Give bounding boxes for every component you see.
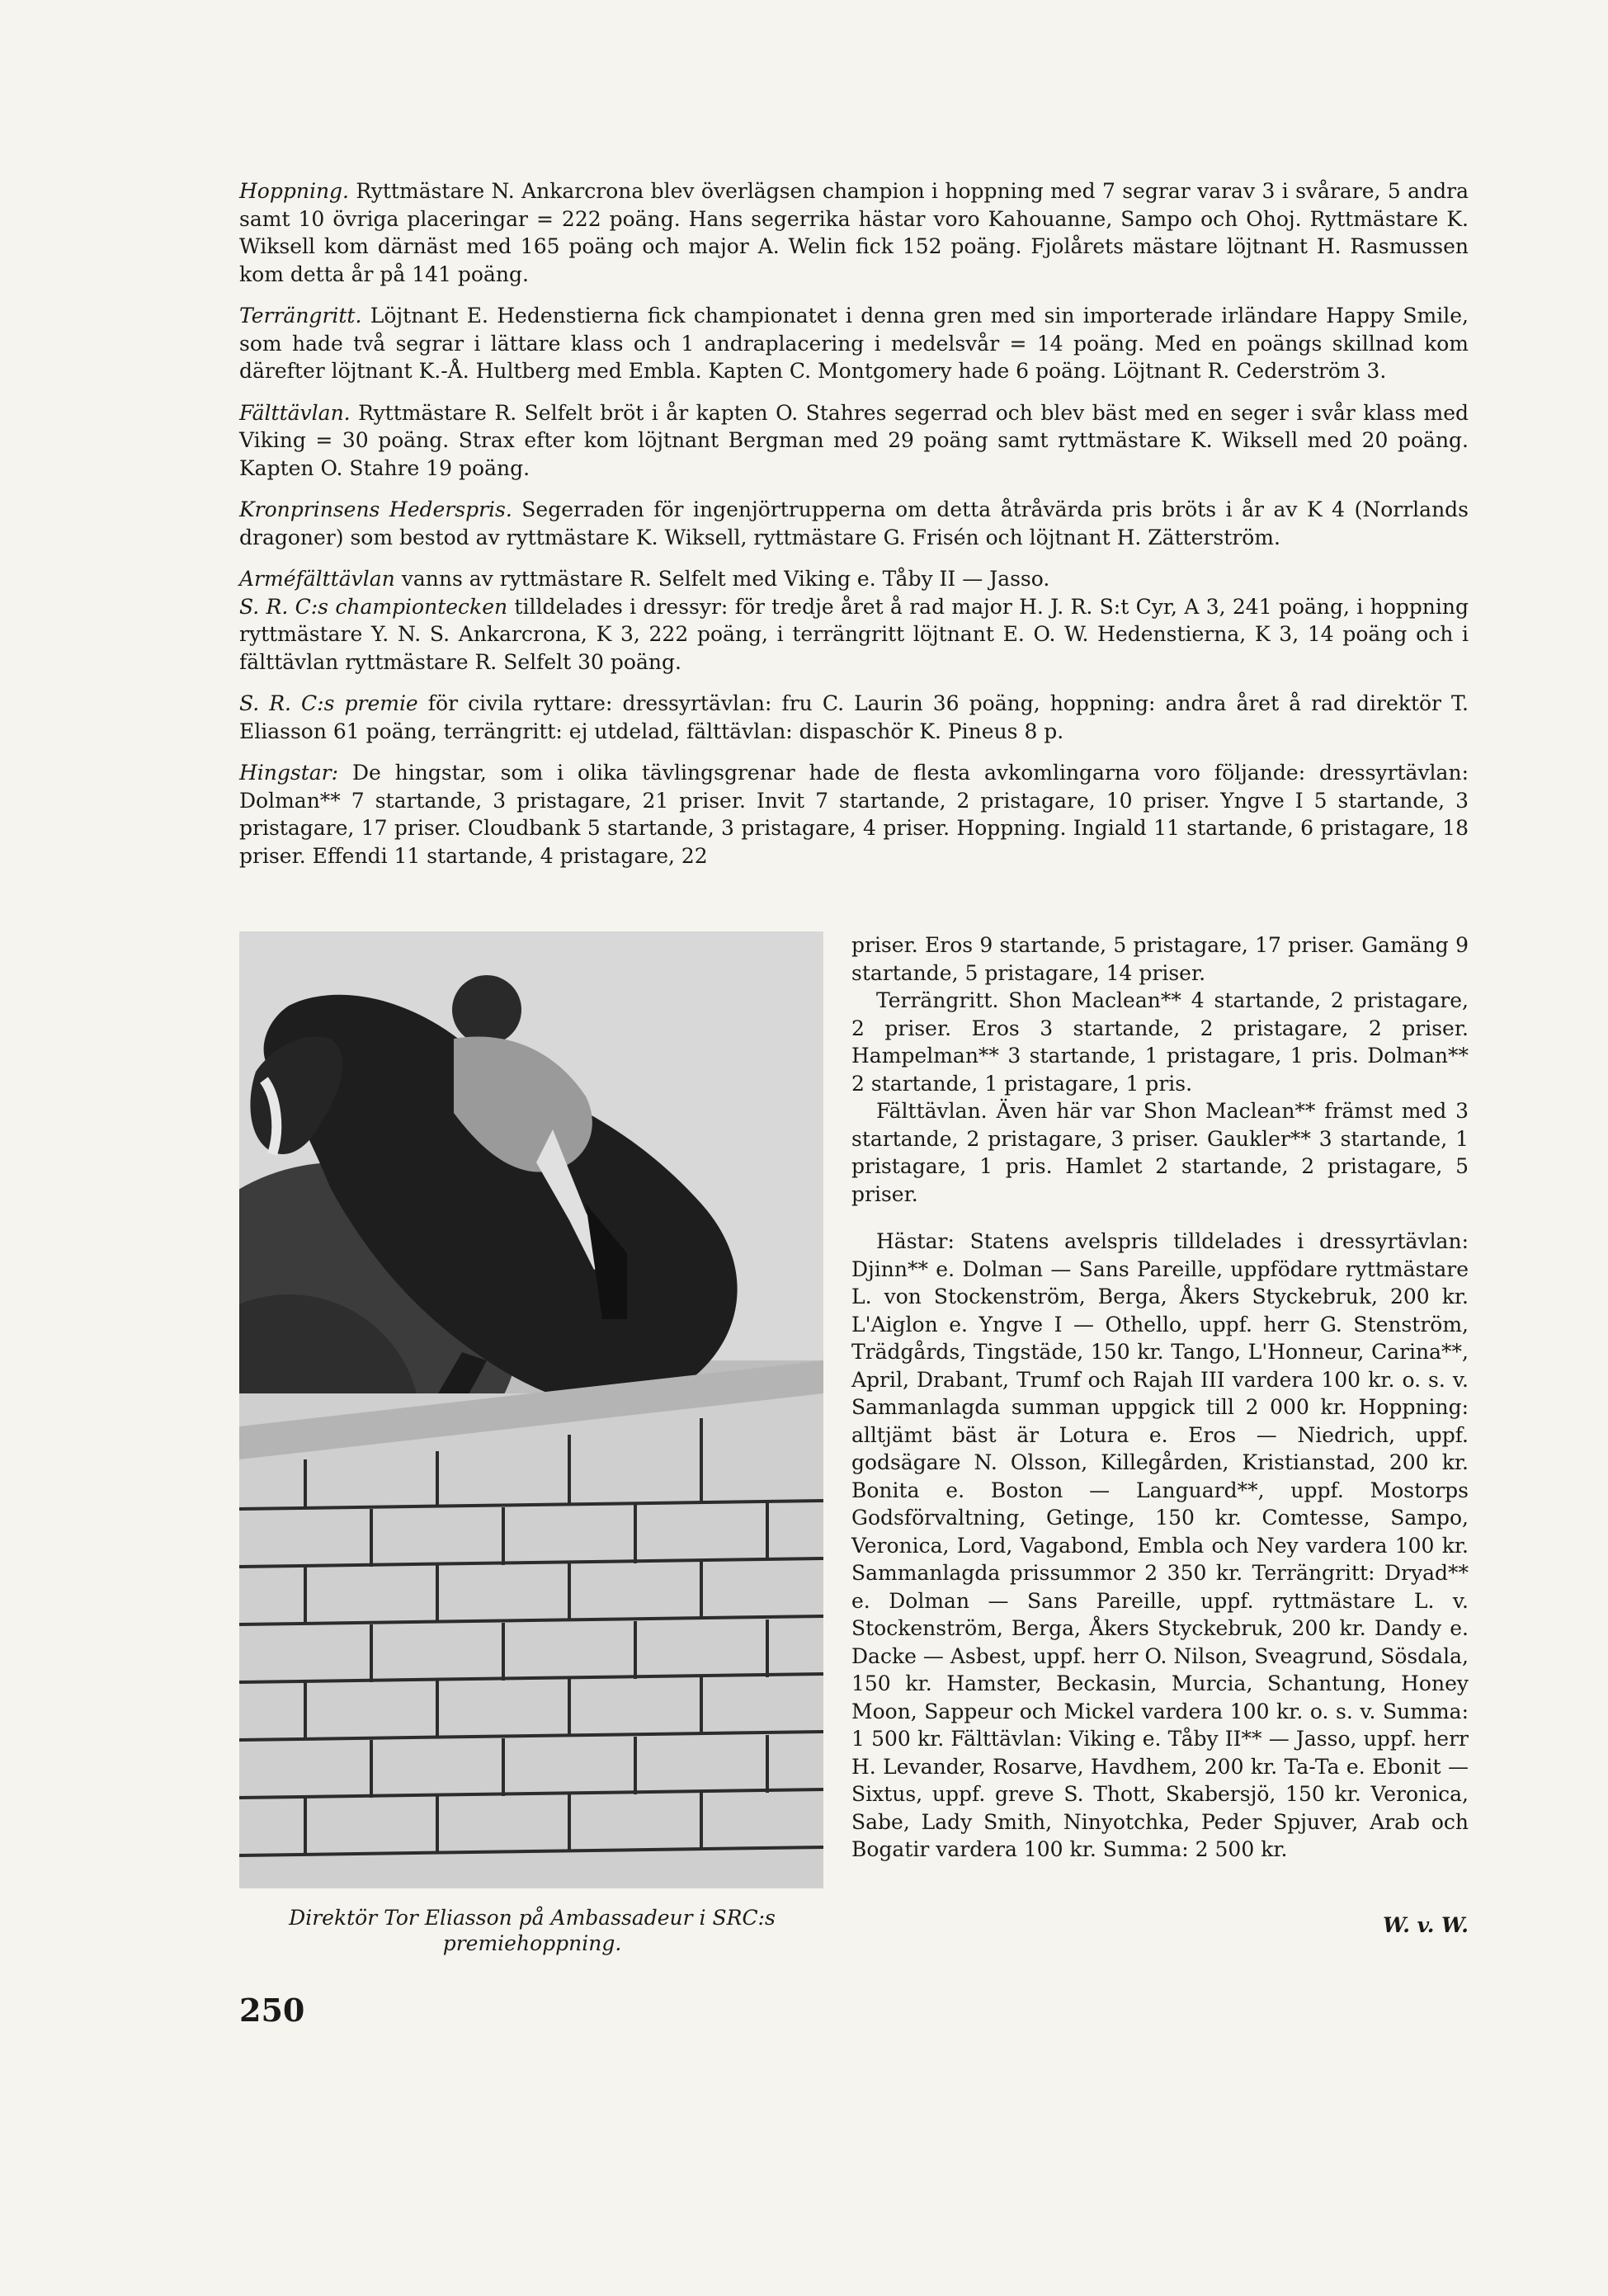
photo-image <box>239 931 823 1888</box>
paragraph-text: vanns av ryttmästare R. Selfelt med Viking e. Tåby II — Jasso. <box>394 567 1050 591</box>
author-signature: W. v. W. <box>1383 1913 1469 1937</box>
main-text <box>239 177 1469 870</box>
paragraph-text: Segerraden för ingenjörtrupperna om detta åtråvärda pris bröts i år av K 4 (Norrlands dragoner) som bestod av ryttmästare K. Wiksell, ryttmästare G. Frisén och löjtnant H. Zätterström. <box>239 497 1469 549</box>
right-paragraph: Fälttävlan. Även här var Shon Maclean** främst med 3 startande, 2 pristagare, 3 priser. Gaukler** 3 startande, 1 pristagare, 1 pris. Hamlet 2 startande, 2 pristagare, 5 priser. <box>851 1099 1469 1206</box>
photo-horse-jumping <box>239 931 823 1888</box>
two-column-section <box>239 931 1469 1971</box>
right-column <box>851 931 1469 1864</box>
paragraph-text: Ryttmästare R. Selfelt bröt i år kapten O. Stahres segerrad och blev bäst med en seger i svår klass med Viking = 30 poäng. Strax efter kom löjtnant Bergman med 29 poäng samt ryttmästare K. Wiksell med 20 poäng. Kapten O. Stahre 19 poäng. <box>239 400 1469 480</box>
paragraph-lead: Fälttävlan. <box>239 400 351 425</box>
paragraph-lead: Kronprinsens Hederspris. <box>239 497 512 521</box>
paragraph-text: för civila ryttare: dressyrtävlan: fru C. Laurin 36 poäng, hoppning: andra året å rad direktör T. Eliasson 61 poäng, terrängritt: ej utdelad, fälttävlan: dispaschör K. Pineus 8 p. <box>239 691 1469 743</box>
paragraph-lead: S. R. C:s premie <box>239 691 418 715</box>
paragraph-lead: S. R. C:s championtecken <box>239 594 508 619</box>
photo-caption: Direktör Tor Eliasson på Ambassadeur i SRC:s premiehoppning. <box>289 1906 776 1955</box>
paragraph-text: Löjtnant E. Hedenstierna fick championatet i denna gren med sin importerade irländare Happy Smile, som hade två segrar i lättare klass och 1 andraplacering i medelsvår = 14 poäng. Med en poängs skillnad kom därefter löjtnant K.-Å. Hultberg med Embla. Kapten C. Montgomery hade 6 poäng. Löjtnant R. Cederström 3. <box>239 304 1469 383</box>
paragraph-lead: Hoppning. <box>239 179 350 203</box>
right-paragraph: Terrängritt. Shon Maclean** 4 startande, 2 pristagare, 2 priser. Eros 3 startande, 2 pristagare, 2 priser. Hampelman** 3 startande, 1 pristagare, 1 pris. Dolman** 2 startande, 1 pristagare, 1 pris. <box>851 988 1469 1096</box>
right-paragraph: Hästar: Statens avelspris tilldelades i dressyrtävlan: Djinn** e. Dolman — Sans Pareille, uppfödare ryttmästare L. von Stockenström, Berga, Åkers Styckebruk, 200 kr. L'Aiglon e. Yngve I — Othello, uppf. herr G. Stenström, Trädgårds, Tingstäde, 150 kr. Tango, L'Honneur, Carina**, April, Drabant, Trumf och Rajah III vardera 100 kr. o. s. v. Sammanlagda summan uppgick till 2 000 kr. Hoppning: alltjämt bäst är Lotura e. Eros — Niedrich, uppf. godsägare N. Olsson, Killegården, Kristianstad, 200 kr. Bonita e. Boston — Languard**, uppf. Mostorps Godsförvaltning, Getinge, 150 kr. Comtesse, Sampo, Veronica, Lord, Vagabond, Embla och Ney vardera 100 kr. Sammanlagda prissummor 2 350 kr. Terrängritt: Dryad** e. Dolman — Sans Pareille, uppf. ryttmästare L. v. Stockenström, Berga, Åkers Styckebruk, 200 kr. Dandy e. Dacke — Asbest, uppf. herr O. Nilson, Sveagrund, Sösdala, 150 kr. Hamster, Beckasin, Murcia, Schantung, Honey Moon, Sappeur och Mickel vardera 100 kr. o. s. v. Summa: 1 500 kr. Fälttävlan: Viking e. Tåby II** — Jasso, uppf. herr H. Levander, Rosarve, Havdhem, 200 kr. Ta-Ta e. Ebonit — Sixtus, uppf. greve S. Thott, Skabersjö, 150 kr. Veronica, Sabe, Lady Smith, Ninyotchka, Peder Spjuver, Arab och Bogatir vardera 100 kr. Summa: 2 500 kr. <box>851 1229 1469 1861</box>
paragraph-text: De hingstar, som i olika tävlingsgrenar hade de flesta avkomlingarna voro följande: dressyrtävlan: Dolman** 7 startande, 3 pristagare, 21 priser. Invit 7 startande, 2 pristagare, 10 priser. Yngve I 5 startande, 3 pristagare, 17 priser. Cloudbank 5 startande, 3 pristagare, 4 priser. Hoppning. Ingiald 11 startande, 6 pristagare, 18 priser. Effendi 11 startande, 4 pristagare, 22 <box>239 761 1469 868</box>
paragraph-hoppning <box>239 177 1469 288</box>
right-paragraph: priser. Eros 9 startande, 5 pristagare, 17 priser. Gamäng 9 startande, 5 pristagare, 14 priser. <box>851 933 1469 985</box>
paragraph-premie <box>239 690 1469 745</box>
paragraph-terrangritt <box>239 302 1469 385</box>
paragraph-championtecken <box>239 593 1469 677</box>
paragraph-lead: Hingstar: <box>239 761 339 785</box>
paragraph-lead: Arméfälttävlan <box>239 567 395 591</box>
paragraph-lead: Terrängritt. <box>239 304 362 328</box>
paragraph-hingstar <box>239 759 1469 870</box>
paragraph-kronprinsens <box>239 496 1469 551</box>
paragraph-falttavlan <box>239 399 1469 483</box>
page-number: 250 <box>239 1992 305 2029</box>
paragraph-text: Ryttmästare N. Ankarcrona blev överlägsen champion i hoppning med 7 segrar varav 3 i svårare, 5 andra samt 10 övriga placeringar = 222 poäng. Hans segerrika hästar voro Kahouanne, Sampo och Ohoj. Ryttmästare K. Wiksell kom därnäst med 165 poäng och major A. Welin fick 152 poäng. Fjolårets mästare löjtnant H. Rasmussen kom detta år på 141 poäng. <box>239 179 1469 286</box>
paragraph-text: tilldelades i dressyr: för tredje året å rad major H. J. R. S:t Cyr, A 3, 241 poäng, i hoppning ryttmästare Y. N. S. Ankarcrona, K 3, 222 poäng, i terrängritt löjtnant E. O. W. Hedenstierna, K 3, 14 poäng och i fälttävlan ryttmästare R. Selfelt 30 poäng. <box>239 594 1469 674</box>
paragraph-armefalttavlan <box>239 565 1469 593</box>
